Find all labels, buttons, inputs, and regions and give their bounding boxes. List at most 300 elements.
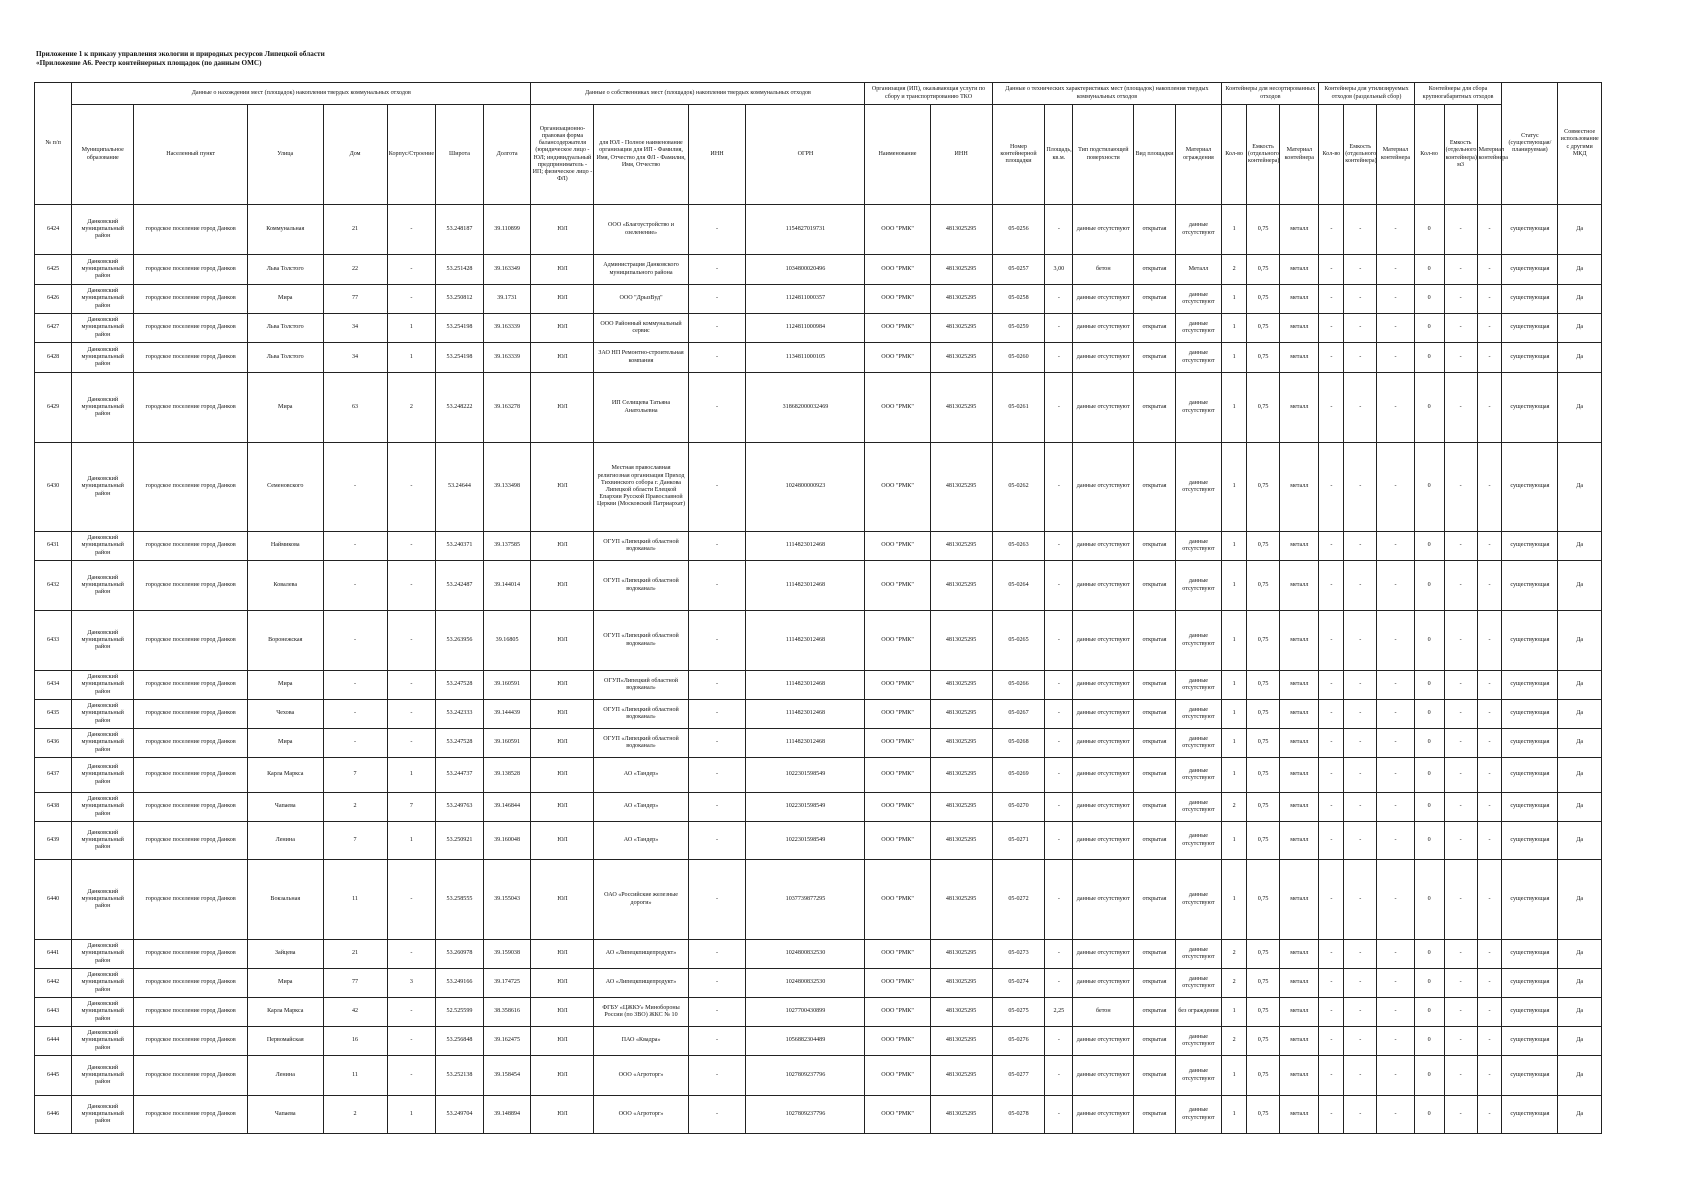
cell-sv: - [1344, 940, 1377, 969]
cell-sm: - [1377, 443, 1414, 532]
cell-bc: 0 [1414, 671, 1444, 700]
cell-ogrn: 1022301598549 [746, 793, 865, 822]
cell-mv: 0,75 [1247, 969, 1280, 998]
cell-lon: 39.160591 [483, 729, 531, 758]
cell-surf: данные отсутствуют [1073, 1096, 1134, 1134]
cell-bc: 0 [1414, 998, 1444, 1027]
cell-org: ООО "РМК" [865, 343, 930, 373]
cell-ogrn: 318682000032469 [746, 373, 865, 443]
cell-area: - [1045, 561, 1073, 611]
cell-inn: - [688, 940, 746, 969]
cell-bm: - [1477, 373, 1502, 443]
cell-b: 1 [387, 343, 436, 373]
cell-sc: - [1319, 1027, 1344, 1056]
col-bulky-material: Материал контейнера [1477, 105, 1502, 205]
cell-lon: 39.144439 [483, 700, 531, 729]
cell-status: существующая [1502, 343, 1558, 373]
cell-lat: 53.247528 [436, 671, 484, 700]
cell-mc: 1 [1222, 729, 1247, 758]
cell-sc: - [1319, 822, 1344, 860]
cell-own: Администрация Данковского муниципального района [594, 255, 688, 285]
table-row [35, 822, 1602, 860]
cell-mm: металл [1280, 998, 1319, 1027]
cell-n: 6426 [35, 285, 72, 314]
cell-bm: - [1477, 1027, 1502, 1056]
cell-st: Чапаева [248, 1096, 323, 1134]
cell-mm: металл [1280, 314, 1319, 343]
cell-oinn: 4813025295 [930, 611, 992, 671]
group-sorted-containers: Контейнеры для утилизируемых отходов (раздельный сбор) [1319, 83, 1414, 105]
cell-lat: 53.249704 [436, 1096, 484, 1134]
cell-lf: ЮЛ [531, 314, 594, 343]
cell-area: - [1045, 611, 1073, 671]
cell-status: существующая [1502, 561, 1558, 611]
cell-lf: ЮЛ [531, 729, 594, 758]
cell-shared: Да [1558, 793, 1602, 822]
cell-lon: 39.16805 [483, 611, 531, 671]
col-lon: Долгота [483, 105, 531, 205]
cell-lf: ЮЛ [531, 1027, 594, 1056]
cell-mm: металл [1280, 1027, 1319, 1056]
cell-n: 6434 [35, 671, 72, 700]
cell-fence: данные отсутствуют [1175, 1027, 1222, 1056]
cell-status: существующая [1502, 969, 1558, 998]
table-row [35, 700, 1602, 729]
cell-mo: Данковский муниципальный район [72, 443, 134, 532]
col-num: № п/п [35, 83, 72, 205]
cell-lat: 53.248222 [436, 373, 484, 443]
cell-fence: данные отсутствуют [1175, 758, 1222, 793]
cell-np: городское поселение город Данков [134, 373, 248, 443]
cell-sm: - [1377, 532, 1414, 561]
cell-mv: 0,75 [1247, 205, 1280, 255]
cell-area: - [1045, 373, 1073, 443]
cell-org: ООО "РМК" [865, 611, 930, 671]
cell-mc: 1 [1222, 343, 1247, 373]
cell-oinn: 4813025295 [930, 1056, 992, 1096]
cell-surf: данные отсутствуют [1073, 860, 1134, 940]
cell-np: городское поселение город Данков [134, 205, 248, 255]
cell-lf: ЮЛ [531, 561, 594, 611]
cell-ogrn: 1114823012468 [746, 532, 865, 561]
cell-sm: - [1377, 758, 1414, 793]
cell-bv: - [1444, 969, 1477, 998]
cell-b: - [387, 561, 436, 611]
table-row [35, 373, 1602, 443]
cell-sc: - [1319, 671, 1344, 700]
cell-n: 6427 [35, 314, 72, 343]
cell-own: ОГУП «Липецкий областной водоканал» [594, 729, 688, 758]
cell-bc: 0 [1414, 860, 1444, 940]
cell-n: 6446 [35, 1096, 72, 1134]
cell-inn: - [688, 343, 746, 373]
cell-org: ООО "РМК" [865, 255, 930, 285]
cell-sm: - [1377, 255, 1414, 285]
cell-org: ООО "РМК" [865, 758, 930, 793]
cell-sv: - [1344, 532, 1377, 561]
cell-lat: 53.242333 [436, 700, 484, 729]
col-owner-name: для ЮЛ - Полное наименование организации для ИП - Фамилия, Имя, Отчество для ФЛ - Фамилия, Имя, Отчество [594, 105, 688, 205]
cell-surf: данные отсутствуют [1073, 205, 1134, 255]
cell-h: 34 [323, 343, 387, 373]
cell-sm: - [1377, 671, 1414, 700]
cell-own: Местная православная религиозная организация Приход Тихвинского собора г. Данкова Липецкой области Елецкой Епархии Русской Православной Церкви (Московский Патриархат) [594, 443, 688, 532]
cell-mc: 1 [1222, 314, 1247, 343]
cell-ogrn: 1114823012468 [746, 700, 865, 729]
cell-bm: - [1477, 285, 1502, 314]
cell-bc: 0 [1414, 822, 1444, 860]
cell-mc: 2 [1222, 255, 1247, 285]
cell-np: городское поселение город Данков [134, 700, 248, 729]
cell-sc: - [1319, 255, 1344, 285]
cell-shared: Да [1558, 729, 1602, 758]
cell-mo: Данковский муниципальный район [72, 285, 134, 314]
cell-h: 63 [323, 373, 387, 443]
cell-lf: ЮЛ [531, 1056, 594, 1096]
cell-b: - [387, 255, 436, 285]
cell-h: 7 [323, 822, 387, 860]
cell-shared: Да [1558, 611, 1602, 671]
cell-st: Льва Толстого [248, 314, 323, 343]
cell-mm: металл [1280, 255, 1319, 285]
cell-own: ОГУП «Липецкий областной водоканал» [594, 611, 688, 671]
cell-bm: - [1477, 205, 1502, 255]
cell-org: ООО "РМК" [865, 285, 930, 314]
cell-area: - [1045, 205, 1073, 255]
cell-b: - [387, 700, 436, 729]
cell-sm: - [1377, 285, 1414, 314]
cell-area: - [1045, 343, 1073, 373]
cell-sc: - [1319, 343, 1344, 373]
cell-inn: - [688, 700, 746, 729]
cell-mv: 0,75 [1247, 343, 1280, 373]
cell-status: существующая [1502, 373, 1558, 443]
cell-lat: 53.242487 [436, 561, 484, 611]
cell-org: ООО "РМК" [865, 671, 930, 700]
cell-type: открытая [1134, 314, 1175, 343]
cell-inn: - [688, 758, 746, 793]
cell-lat: 53.254198 [436, 314, 484, 343]
cell-shared: Да [1558, 1096, 1602, 1134]
cell-st: Семеновского [248, 443, 323, 532]
cell-oinn: 4813025295 [930, 443, 992, 532]
cell-mo: Данковский муниципальный район [72, 671, 134, 700]
cell-status: существующая [1502, 998, 1558, 1027]
cell-surf: данные отсутствуют [1073, 561, 1134, 611]
table-row [35, 793, 1602, 822]
cell-mm: металл [1280, 1096, 1319, 1134]
cell-np: городское поселение город Данков [134, 611, 248, 671]
group-tech: Данные о технических характеристиках мест (площадок) накопления твердых коммунальных отходов [992, 83, 1222, 105]
cell-b: 2 [387, 373, 436, 443]
cell-org: ООО "РМК" [865, 532, 930, 561]
cell-lon: 39.144014 [483, 561, 531, 611]
cell-lf: ЮЛ [531, 205, 594, 255]
cell-org: ООО "РМК" [865, 1096, 930, 1134]
cell-mm: металл [1280, 532, 1319, 561]
col-status: Статус (существующая/ планируемая) [1502, 83, 1558, 205]
cell-fence: данные отсутствуют [1175, 285, 1222, 314]
cell-status: существующая [1502, 822, 1558, 860]
cell-mm: металл [1280, 611, 1319, 671]
cell-site: 05-0275 [992, 998, 1045, 1027]
container-sites-registry-table [34, 82, 1602, 1134]
cell-n: 6438 [35, 793, 72, 822]
cell-bv: - [1444, 729, 1477, 758]
cell-inn: - [688, 822, 746, 860]
table-row [35, 940, 1602, 969]
cell-type: открытая [1134, 1056, 1175, 1096]
cell-bv: - [1444, 314, 1477, 343]
cell-ogrn: 1024800832530 [746, 969, 865, 998]
cell-shared: Да [1558, 255, 1602, 285]
cell-org: ООО "РМК" [865, 700, 930, 729]
cell-mc: 1 [1222, 1096, 1247, 1134]
cell-area: - [1045, 700, 1073, 729]
cell-lf: ЮЛ [531, 758, 594, 793]
cell-ogrn: 1114823012468 [746, 671, 865, 700]
cell-bm: - [1477, 758, 1502, 793]
cell-area: - [1045, 285, 1073, 314]
cell-shared: Да [1558, 998, 1602, 1027]
cell-surf: данные отсутствуют [1073, 443, 1134, 532]
cell-surf: данные отсутствуют [1073, 343, 1134, 373]
cell-inn: - [688, 671, 746, 700]
cell-oinn: 4813025295 [930, 343, 992, 373]
cell-np: городское поселение город Данков [134, 1056, 248, 1096]
cell-fence: данные отсутствуют [1175, 205, 1222, 255]
cell-inn: - [688, 561, 746, 611]
cell-sv: - [1344, 758, 1377, 793]
cell-bc: 0 [1414, 729, 1444, 758]
cell-sm: - [1377, 611, 1414, 671]
cell-ogrn: 1154827019731 [746, 205, 865, 255]
cell-sc: - [1319, 700, 1344, 729]
cell-inn: - [688, 1056, 746, 1096]
col-municipality: Муниципальное образование [72, 105, 134, 205]
cell-surf: данные отсутствуют [1073, 1027, 1134, 1056]
cell-b: 1 [387, 758, 436, 793]
table-row [35, 255, 1602, 285]
cell-n: 6439 [35, 822, 72, 860]
cell-b: 3 [387, 969, 436, 998]
cell-mc: 1 [1222, 1056, 1247, 1096]
cell-fence: данные отсутствуют [1175, 729, 1222, 758]
cell-h: - [323, 671, 387, 700]
cell-oinn: 4813025295 [930, 671, 992, 700]
cell-oinn: 4813025295 [930, 860, 992, 940]
cell-area: - [1045, 969, 1073, 998]
cell-org: ООО "РМК" [865, 969, 930, 998]
table-row [35, 205, 1602, 255]
cell-mv: 0,75 [1247, 285, 1280, 314]
cell-np: городское поселение город Данков [134, 793, 248, 822]
cell-st: Коммунальная [248, 205, 323, 255]
cell-surf: данные отсутствуют [1073, 611, 1134, 671]
cell-bv: - [1444, 758, 1477, 793]
cell-site: 05-0277 [992, 1056, 1045, 1096]
cell-oinn: 4813025295 [930, 729, 992, 758]
cell-n: 6431 [35, 532, 72, 561]
cell-mo: Данковский муниципальный район [72, 1056, 134, 1096]
cell-shared: Да [1558, 1027, 1602, 1056]
cell-sm: - [1377, 561, 1414, 611]
cell-area: - [1045, 443, 1073, 532]
cell-fence: данные отсутствуют [1175, 860, 1222, 940]
group-bulky-containers: Контейнеры для сбора крупногабаритных отходов [1414, 83, 1502, 105]
cell-h: - [323, 443, 387, 532]
cell-mv: 0,75 [1247, 860, 1280, 940]
cell-org: ООО "РМК" [865, 314, 930, 343]
cell-mo: Данковский муниципальный район [72, 373, 134, 443]
cell-ogrn: 1056882304489 [746, 1027, 865, 1056]
header-line-1: Приложение 1 к приказу управления экологии и природных ресурсов Липецкой области [36, 50, 325, 58]
cell-mc: 1 [1222, 700, 1247, 729]
cell-site: 05-0262 [992, 443, 1045, 532]
cell-oinn: 4813025295 [930, 969, 992, 998]
cell-st: Воронежская [248, 611, 323, 671]
cell-bv: - [1444, 671, 1477, 700]
cell-np: городское поселение город Данков [134, 255, 248, 285]
cell-lf: ЮЛ [531, 611, 594, 671]
cell-surf: данные отсутствуют [1073, 285, 1134, 314]
cell-site: 05-0258 [992, 285, 1045, 314]
cell-site: 05-0267 [992, 700, 1045, 729]
cell-site: 05-0269 [992, 758, 1045, 793]
cell-shared: Да [1558, 758, 1602, 793]
cell-st: Карла Маркса [248, 998, 323, 1027]
table-row [35, 758, 1602, 793]
cell-sc: - [1319, 969, 1344, 998]
cell-fence: данные отсутствуют [1175, 793, 1222, 822]
cell-mm: металл [1280, 205, 1319, 255]
cell-st: Наймикова [248, 532, 323, 561]
cell-b: - [387, 532, 436, 561]
cell-bv: - [1444, 255, 1477, 285]
cell-surf: данные отсутствуют [1073, 314, 1134, 343]
cell-mo: Данковский муниципальный район [72, 940, 134, 969]
cell-h: 22 [323, 255, 387, 285]
cell-bv: - [1444, 561, 1477, 611]
cell-lat: 53.248187 [436, 205, 484, 255]
cell-surf: данные отсутствуют [1073, 940, 1134, 969]
cell-sc: - [1319, 443, 1344, 532]
cell-mo: Данковский муниципальный район [72, 969, 134, 998]
group-mixed-containers: Контейнеры для несортированных отходов [1222, 83, 1319, 105]
cell-mm: металл [1280, 822, 1319, 860]
cell-oinn: 4813025295 [930, 822, 992, 860]
cell-lf: ЮЛ [531, 343, 594, 373]
cell-org: ООО "РМК" [865, 561, 930, 611]
cell-site: 05-0273 [992, 940, 1045, 969]
cell-b: 1 [387, 1096, 436, 1134]
cell-st: Мира [248, 729, 323, 758]
cell-mo: Данковский муниципальный район [72, 314, 134, 343]
cell-bm: - [1477, 1056, 1502, 1096]
cell-bv: - [1444, 822, 1477, 860]
cell-type: открытая [1134, 1096, 1175, 1134]
cell-n: 6425 [35, 255, 72, 285]
cell-st: Мира [248, 373, 323, 443]
cell-shared: Да [1558, 671, 1602, 700]
cell-mv: 0,75 [1247, 1027, 1280, 1056]
cell-st: Первомайская [248, 1027, 323, 1056]
cell-sm: - [1377, 793, 1414, 822]
cell-n: 6441 [35, 940, 72, 969]
cell-lat: 53.247528 [436, 729, 484, 758]
cell-sv: - [1344, 822, 1377, 860]
cell-sv: - [1344, 998, 1377, 1027]
cell-type: открытая [1134, 822, 1175, 860]
cell-st: Ленина [248, 822, 323, 860]
cell-type: открытая [1134, 443, 1175, 532]
cell-sm: - [1377, 998, 1414, 1027]
cell-np: городское поселение город Данков [134, 822, 248, 860]
cell-mo: Данковский муниципальный район [72, 758, 134, 793]
table-row [35, 561, 1602, 611]
cell-b: - [387, 940, 436, 969]
cell-bc: 0 [1414, 255, 1444, 285]
cell-shared: Да [1558, 285, 1602, 314]
cell-bv: - [1444, 1056, 1477, 1096]
cell-bm: - [1477, 969, 1502, 998]
cell-shared: Да [1558, 314, 1602, 343]
cell-mc: 1 [1222, 373, 1247, 443]
cell-org: ООО "РМК" [865, 1056, 930, 1096]
cell-sm: - [1377, 343, 1414, 373]
cell-np: городское поселение город Данков [134, 285, 248, 314]
cell-np: городское поселение город Данков [134, 969, 248, 998]
cell-st: Карла Маркса [248, 758, 323, 793]
cell-mc: 2 [1222, 969, 1247, 998]
cell-mc: 2 [1222, 940, 1247, 969]
cell-bm: - [1477, 998, 1502, 1027]
cell-oinn: 4813025295 [930, 998, 992, 1027]
cell-surf: данные отсутствуют [1073, 969, 1134, 998]
cell-lon: 39.163278 [483, 373, 531, 443]
cell-np: городское поселение город Данков [134, 314, 248, 343]
cell-surf: данные отсутствуют [1073, 1056, 1134, 1096]
cell-inn: - [688, 1027, 746, 1056]
cell-sv: - [1344, 255, 1377, 285]
cell-type: открытая [1134, 940, 1175, 969]
cell-h: 16 [323, 1027, 387, 1056]
cell-type: открытая [1134, 793, 1175, 822]
table-row [35, 314, 1602, 343]
cell-site: 05-0274 [992, 969, 1045, 998]
cell-oinn: 4813025295 [930, 532, 992, 561]
cell-st: Чехова [248, 700, 323, 729]
cell-sm: - [1377, 729, 1414, 758]
cell-fence: данные отсутствуют [1175, 373, 1222, 443]
cell-shared: Да [1558, 700, 1602, 729]
cell-mm: металл [1280, 940, 1319, 969]
cell-lat: 53.258555 [436, 860, 484, 940]
cell-oinn: 4813025295 [930, 255, 992, 285]
cell-lon: 39.138528 [483, 758, 531, 793]
cell-h: 7 [323, 758, 387, 793]
cell-h: - [323, 561, 387, 611]
cell-n: 6442 [35, 969, 72, 998]
cell-st: Ленина [248, 1056, 323, 1096]
cell-org: ООО "РМК" [865, 205, 930, 255]
cell-mv: 0,75 [1247, 940, 1280, 969]
cell-lon: 39.148894 [483, 1096, 531, 1134]
cell-status: существующая [1502, 285, 1558, 314]
cell-mo: Данковский муниципальный район [72, 343, 134, 373]
cell-type: открытая [1134, 860, 1175, 940]
cell-ogrn: 1134811000105 [746, 343, 865, 373]
